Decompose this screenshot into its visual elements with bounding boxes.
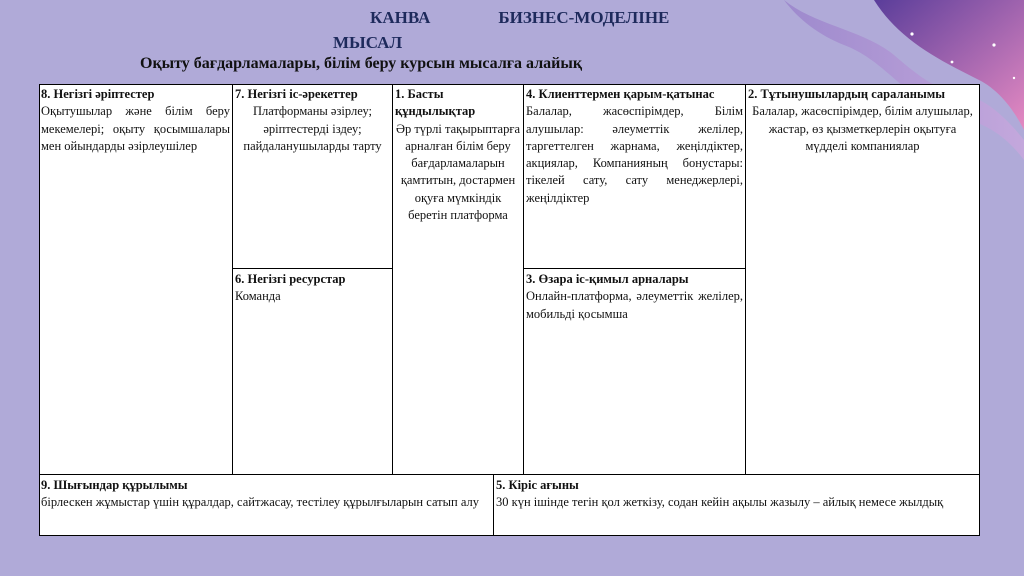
value-proposition-cell (393, 84, 524, 475)
value-proposition-text: Әр түрлі тақырыптарға арналған білім беру бағдарламаларын қамтитын, достармен оқуға мүмкіндік беретін платформа (395, 121, 521, 222)
revenue-streams-heading: 5. Кіріс ағыны (496, 478, 579, 492)
business-model-canvas (39, 84, 980, 536)
key-resources-heading: 6. Негізгі ресурстар (235, 272, 346, 286)
title-word-canvas: КАНВА (370, 8, 431, 27)
revenue-streams-cell (494, 475, 980, 536)
key-partners-heading: 8. Негізгі әріптестер (41, 87, 155, 101)
key-resources-text: Команда (235, 289, 281, 304)
page-title-line1 (370, 8, 669, 28)
channels-cell (524, 269, 746, 475)
customer-relationships-text: Балалар, жасөспірімдер, Білім алушылар: әлеуметтік желілер, таргеттелген жарнама, жеңілдіктер, акциялар, Компанияның бонустары: тікелей сату, сату менеджерлері, жеңілдіктер (526, 104, 743, 205)
customer-segments-cell (746, 84, 980, 475)
customer-segments-heading: 2. Тұтынушылардың сараланымы (748, 87, 945, 101)
cost-structure-cell (39, 475, 494, 536)
value-proposition-heading: 1. Басты құндылықтар (395, 87, 476, 119)
page-title-line2: МЫСАЛ (333, 33, 403, 52)
cost-structure-text: бірлескен жұмыстар үшін құралдар, сайтжасау, тестілеу құрылғыларын сатып алу (41, 495, 479, 510)
key-activities-cell (233, 84, 393, 269)
key-partners-text: Оқытушылар және білім беру мекемелері; оқыту қосымшалары мен ойындарды әзірлеушілер (41, 104, 230, 153)
customer-relationships-cell (524, 84, 746, 269)
cost-structure-heading: 9. Шығындар құрылымы (41, 478, 188, 492)
key-activities-text: Платформаны әзірлеу; әріптестерді іздеу; пайдаланушыларды тарту (243, 104, 382, 153)
channels-heading: 3. Өзара іс-қимыл арналары (526, 272, 689, 286)
page-subtitle: Оқыту бағдарламалары, білім беру курсын мысалға алайық (140, 55, 583, 72)
title-word-business-model: БИЗНЕС-МОДЕЛІНЕ (498, 8, 670, 27)
key-partners-cell (39, 84, 233, 475)
key-resources-cell (233, 269, 393, 475)
customer-relationships-heading: 4. Клиенттермен қарым-қатынас (526, 87, 715, 101)
channels-text: Онлайн-платформа, әлеуметтік желілер, мобильді қосымша (526, 289, 743, 321)
revenue-streams-text: 30 күн ішінде тегін қол жеткізу, содан кейін ақылы жазылу – айлық немесе жылдық (496, 495, 944, 510)
key-activities-heading: 7. Негізгі іс-әрекеттер (235, 87, 358, 101)
customer-segments-text: Балалар, жасөспірімдер, білім алушылар, жастар, өз қызметкерлерін оқытуға мүдделі компаниялар (752, 104, 973, 153)
